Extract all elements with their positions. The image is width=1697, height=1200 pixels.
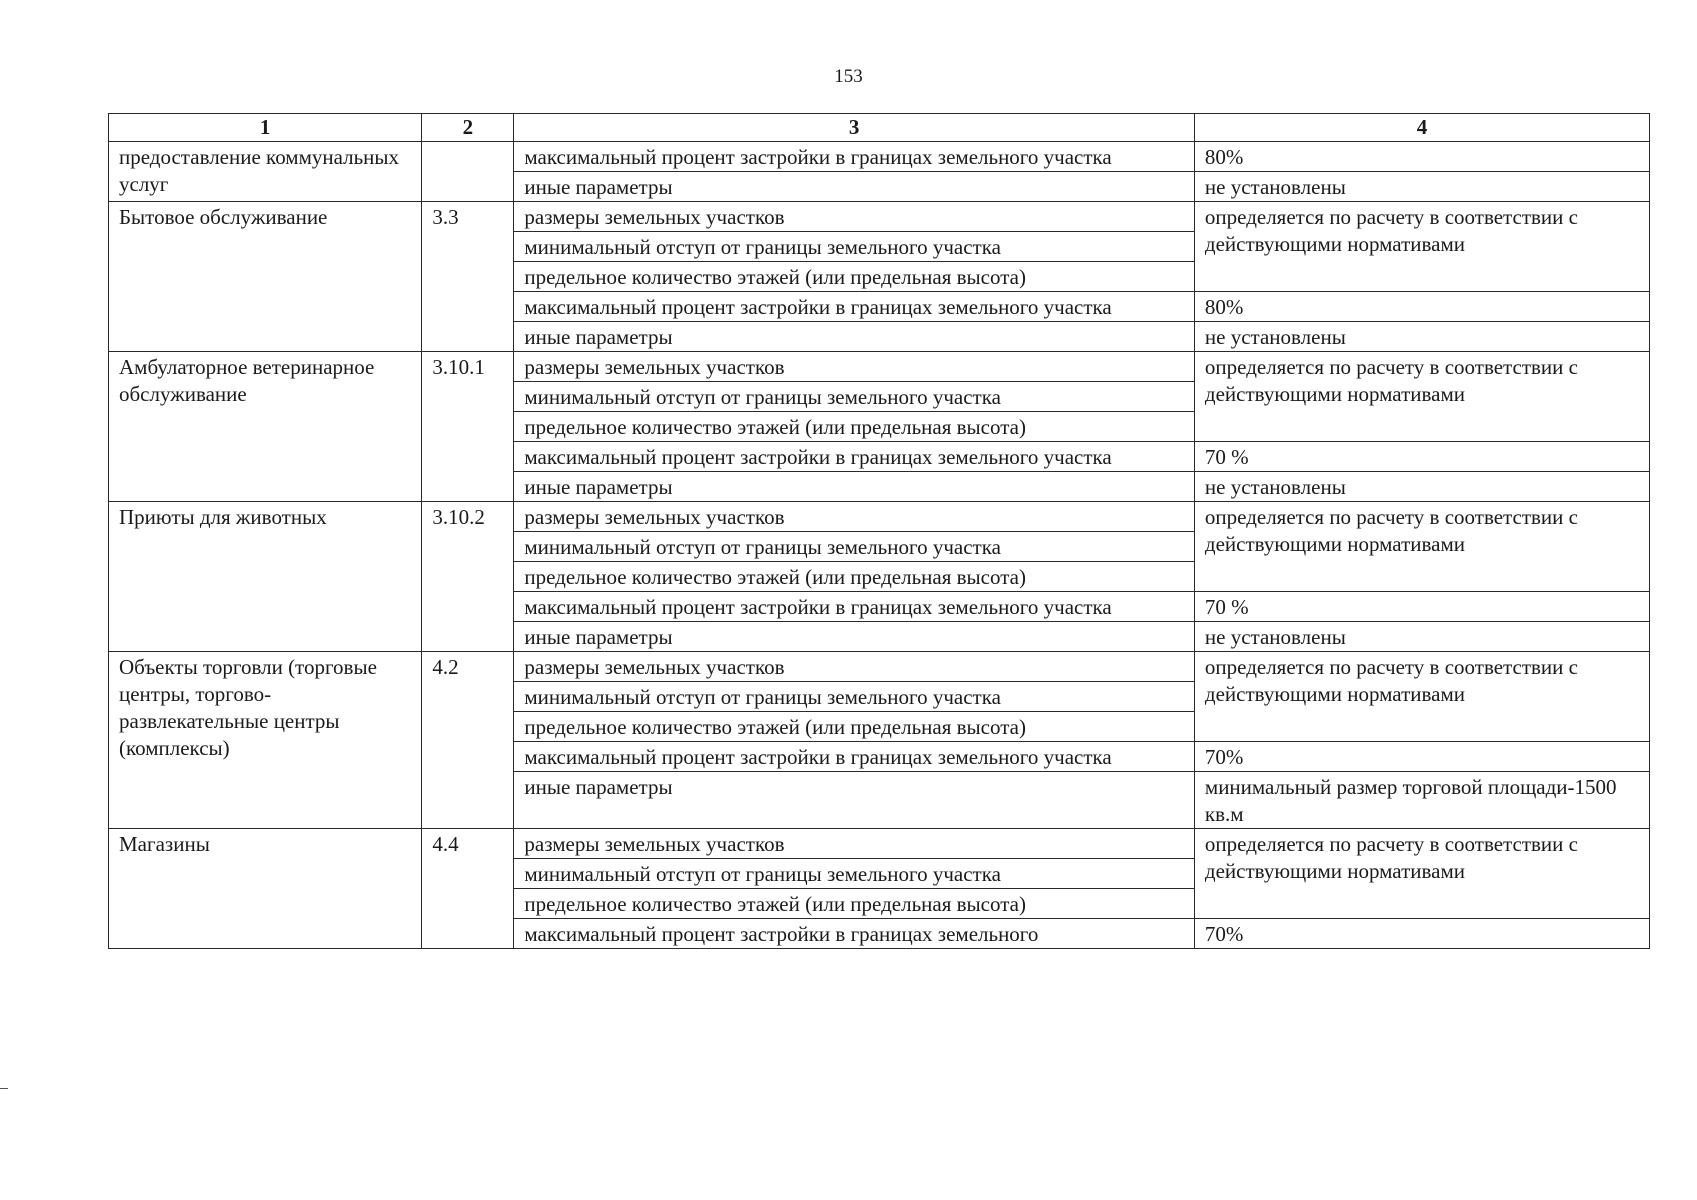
use-type-cell: Объекты торговли (торговые центры, торгово-развлекательные центры (комплексы) [109,652,422,829]
parameter-cell: размеры земельных участков [514,652,1195,682]
parameter-cell: минимальный отступ от границы земельного участка [514,532,1195,562]
use-type-cell: предоставление коммунальных услуг [109,142,422,202]
parameter-cell: иные параметры [514,622,1195,652]
column-header: 1 [109,114,422,142]
table-body [109,142,1650,949]
use-type-cell: Магазины [109,829,422,949]
parameter-cell: минимальный отступ от границы земельного участка [514,859,1195,889]
column-header: 4 [1194,114,1649,142]
column-header: 3 [514,114,1195,142]
parameter-cell: максимальный процент застройки в границах земельного [514,919,1195,949]
parameter-cell: размеры земельных участков [514,829,1195,859]
parameter-cell: максимальный процент застройки в границах земельного участка [514,142,1195,172]
parameter-cell: иные параметры [514,172,1195,202]
value-cell: определяется по расчету в соответствии с действующими нормативами [1194,829,1649,919]
value-cell: определяется по расчету в соответствии с действующими нормативами [1194,502,1649,592]
value-cell: 70% [1194,742,1649,772]
parameter-cell: иные параметры [514,472,1195,502]
parameter-cell: максимальный процент застройки в границах земельного участка [514,442,1195,472]
parameter-cell: минимальный отступ от границы земельного участка [514,232,1195,262]
table-row [109,652,1650,682]
use-code-cell: 3.3 [422,202,514,352]
parameter-cell: максимальный процент застройки в границах земельного участка [514,742,1195,772]
table-row [109,202,1650,232]
value-cell: 70% [1194,919,1649,949]
table-row [109,502,1650,532]
regulations-table [108,113,1650,949]
table-row [109,352,1650,382]
parameter-cell: минимальный отступ от границы земельного участка [514,382,1195,412]
use-type-cell: Приюты для животных [109,502,422,652]
parameter-cell: предельное количество этажей (или предельная высота) [514,889,1195,919]
header-row [109,114,1650,142]
value-cell: не установлены [1194,322,1649,352]
use-code-cell: 3.10.2 [422,502,514,652]
value-cell: минимальный размер торговой площади-1500 кв.м [1194,772,1649,829]
parameter-cell: размеры земельных участков [514,202,1195,232]
value-cell: не установлены [1194,172,1649,202]
table-row [109,142,1650,172]
use-code-cell: 4.2 [422,652,514,829]
parameter-cell: предельное количество этажей (или предельная высота) [514,262,1195,292]
parameter-cell: размеры земельных участков [514,502,1195,532]
value-cell: 80% [1194,142,1649,172]
page-number: 153 [834,66,863,87]
use-type-cell: Амбулаторное ветеринарное обслуживание [109,352,422,502]
parameter-cell: размеры земельных участков [514,352,1195,382]
value-cell: определяется по расчету в соответствии с действующими нормативами [1194,652,1649,742]
value-cell: не установлены [1194,622,1649,652]
parameter-cell: предельное количество этажей (или предельная высота) [514,562,1195,592]
use-code-cell: 4.4 [422,829,514,949]
value-cell: 70 % [1194,442,1649,472]
parameter-cell: минимальный отступ от границы земельного участка [514,682,1195,712]
value-cell: 80% [1194,292,1649,322]
value-cell: не установлены [1194,472,1649,502]
parameter-cell: иные параметры [514,322,1195,352]
parameter-cell: иные параметры [514,772,1195,829]
table-row [109,829,1650,859]
value-cell: определяется по расчету в соответствии с действующими нормативами [1194,202,1649,292]
use-type-cell: Бытовое обслуживание [109,202,422,352]
column-header: 2 [422,114,514,142]
parameter-cell: максимальный процент застройки в границах земельного участка [514,292,1195,322]
margin-mark [0,1088,8,1089]
parameter-cell: предельное количество этажей (или предельная высота) [514,712,1195,742]
value-cell: определяется по расчету в соответствии с действующими нормативами [1194,352,1649,442]
use-code-cell [422,142,514,202]
parameter-cell: максимальный процент застройки в границах земельного участка [514,592,1195,622]
use-code-cell: 3.10.1 [422,352,514,502]
parameter-cell: предельное количество этажей (или предельная высота) [514,412,1195,442]
value-cell: 70 % [1194,592,1649,622]
